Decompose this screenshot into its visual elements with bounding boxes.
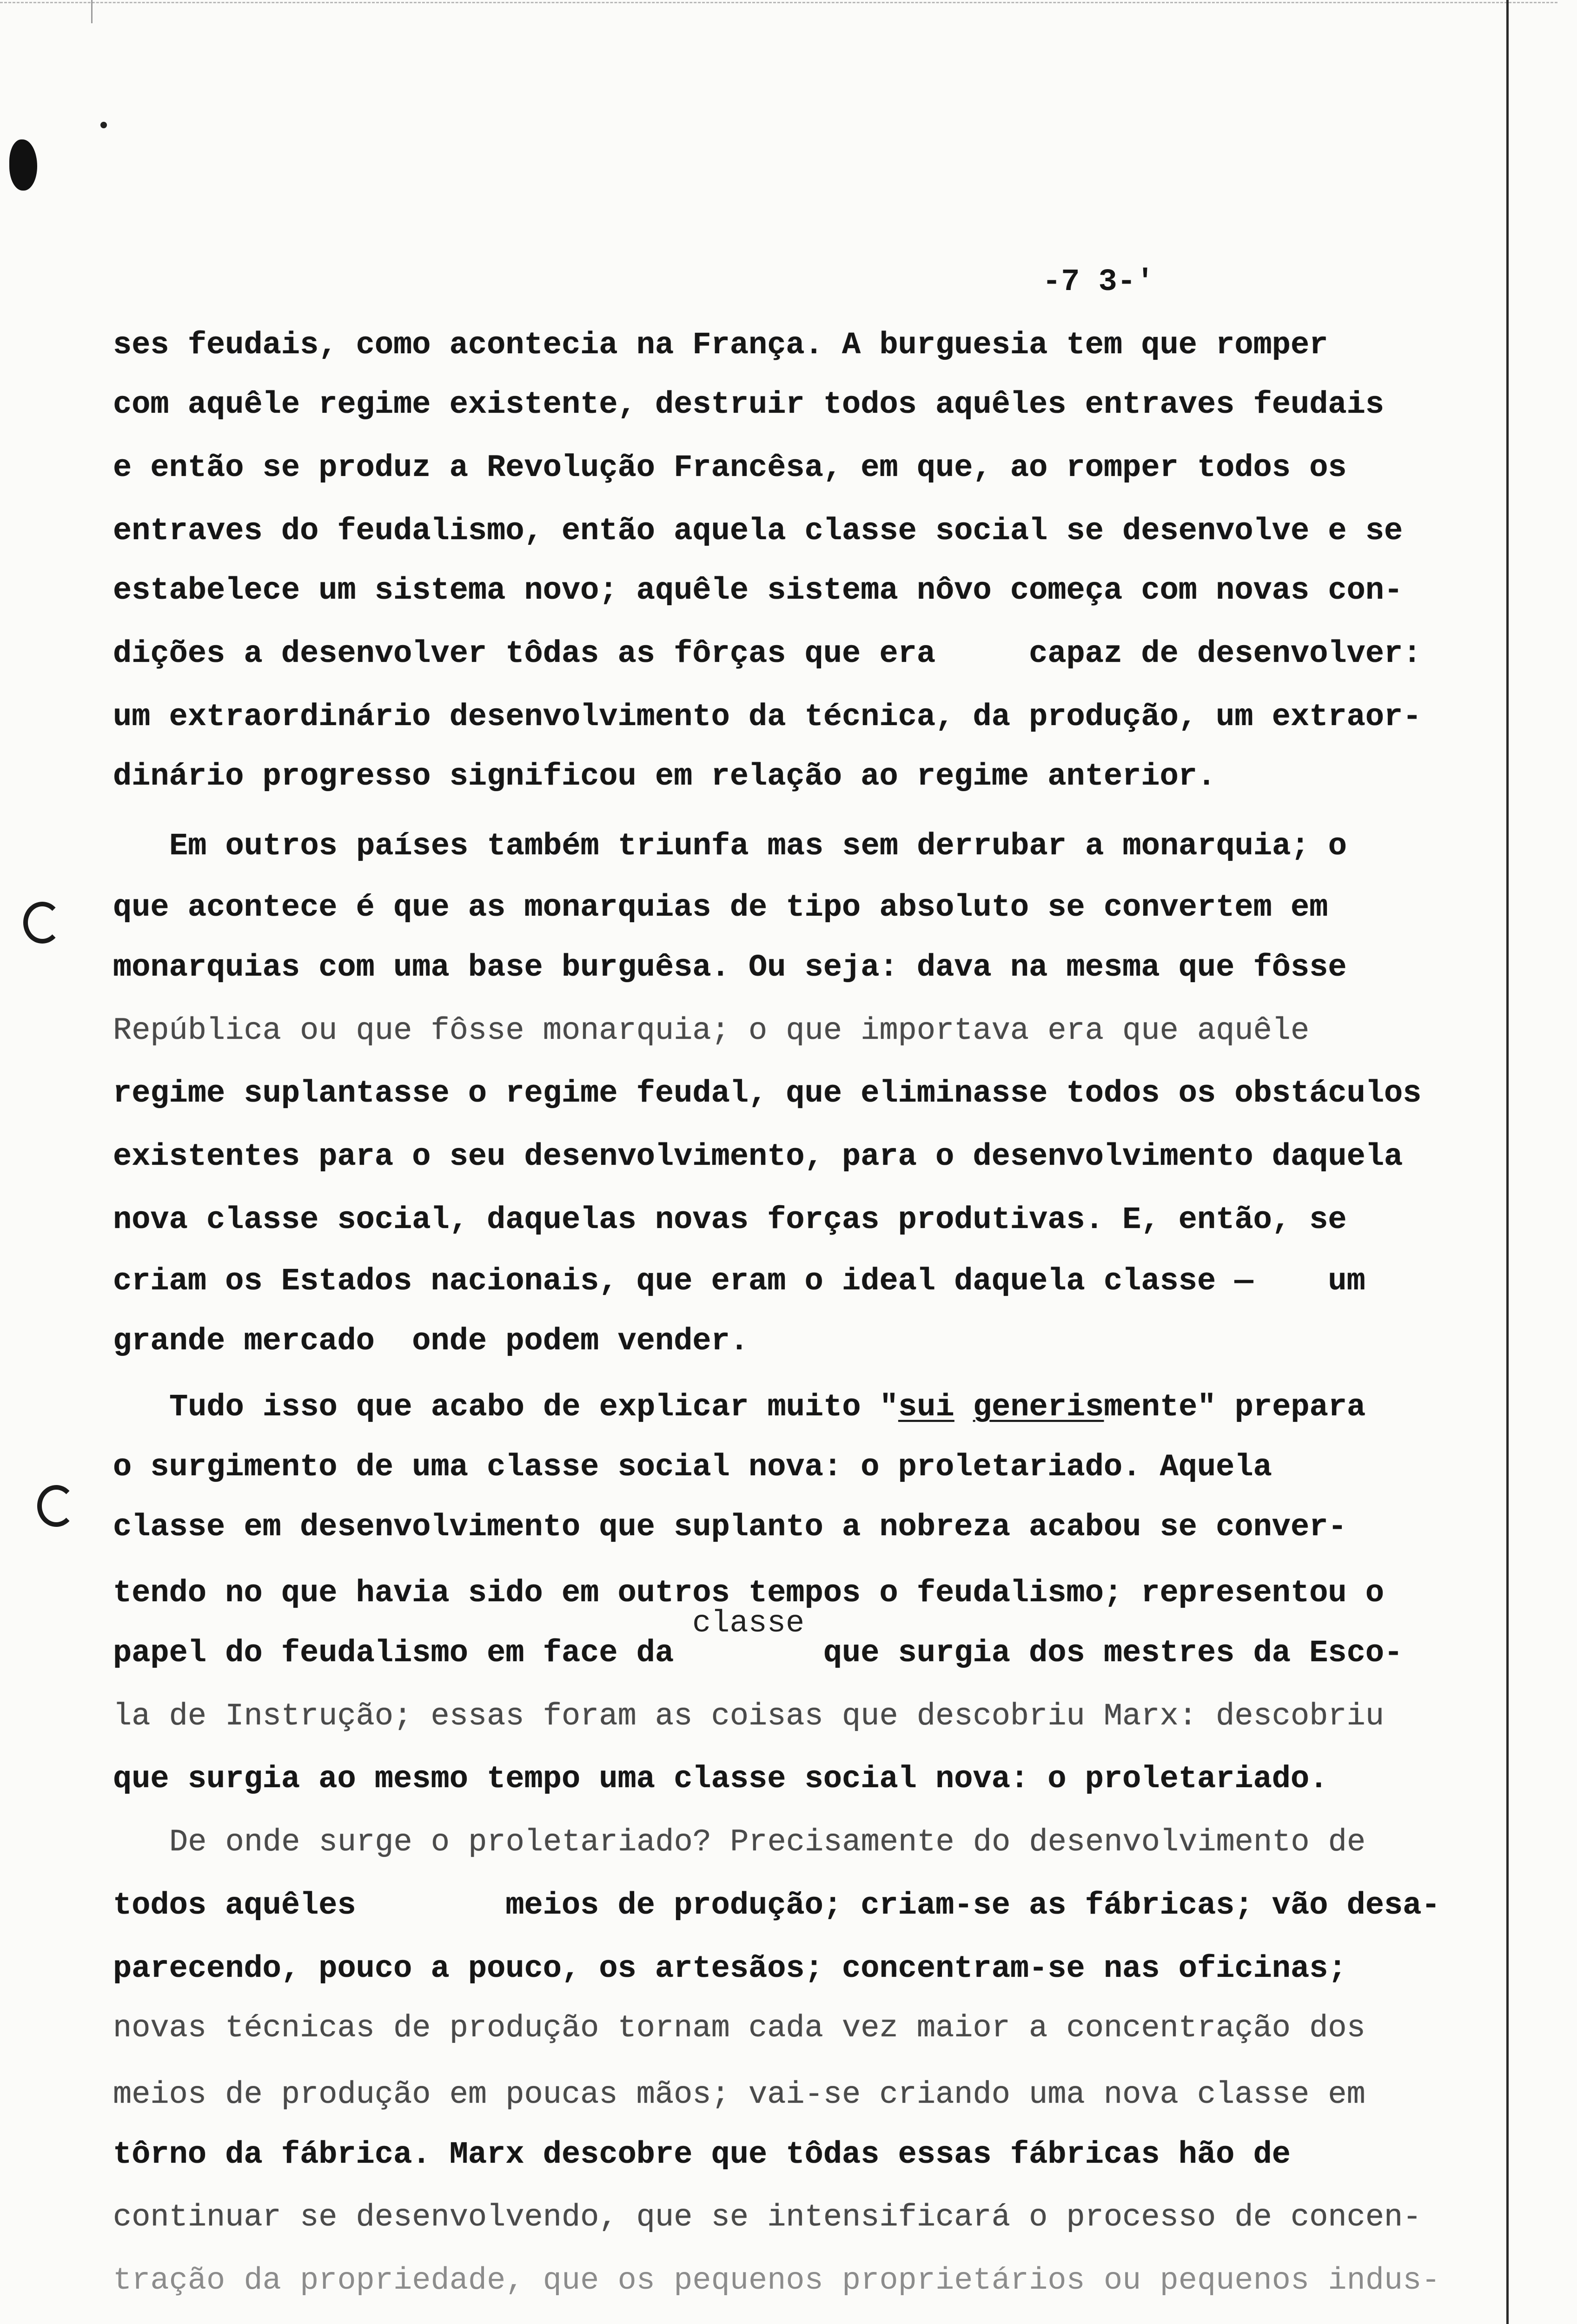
- text-segment: Tudo isso que acabo de explicar muito ": [169, 1390, 899, 1425]
- punch-hole-mark: [9, 139, 37, 191]
- underlined-term: sui: [898, 1390, 954, 1425]
- text-line: estabelece um sistema novo; aquêle sistema nôvo começa com novas con-: [113, 573, 1403, 608]
- text-line: e então se produz a Revolução Francêsa, em que, ao romper todos os: [113, 450, 1347, 486]
- text-line: tração da propriedade, que os pequenos proprietários ou pequenos indus-: [113, 2263, 1440, 2298]
- text-line: nova classe social, daquelas novas forças produtivas. E, então, se: [113, 1202, 1347, 1238]
- underlined-term: generis: [973, 1390, 1104, 1425]
- binding-hole-mark: [37, 1485, 75, 1527]
- text-line: dinário progresso significou em relação ao regime anterior.: [113, 759, 1216, 794]
- text-line: o surgimento de uma classe social nova: o proletariado. Aquela: [113, 1450, 1272, 1485]
- text-line: criam os Estados nacionais, que eram o ideal daquela classe — um: [113, 1264, 1365, 1299]
- text-line: tôrno da fábrica. Marx descobre que tôdas essas fábricas hão de: [113, 2137, 1291, 2172]
- binding-hole-mark: [23, 902, 61, 944]
- text-line: que surgia ao mesmo tempo uma classe social nova: o proletariado.: [113, 1762, 1328, 1797]
- top-edge-dashed-line: [0, 2, 1557, 3]
- text-line: que acontece é que as monarquias de tipo absoluto se convertem em: [113, 890, 1328, 925]
- page-number: -7 3-': [1042, 264, 1155, 300]
- interlinear-insertion: classe: [692, 1606, 805, 1641]
- text-line: papel do feudalismo em face da que surgia dos mestres da Esco-: [113, 1636, 1403, 1671]
- text-line: entraves do feudalismo, então aquela classe social se desenvolve e se: [113, 514, 1403, 549]
- right-margin-rule: [1506, 0, 1509, 2324]
- text-line: grande mercado onde podem vender.: [113, 1324, 749, 1359]
- text-segment: mente" prepara: [1104, 1390, 1366, 1425]
- text-line: regime suplantasse o regime feudal, que eliminasse todos os obstáculos: [113, 1076, 1422, 1111]
- text-line: De onde surge o proletariado? Precisamente do desenvolvimento de: [169, 1825, 1366, 1860]
- text-line: [169, 1389, 1365, 1426]
- text-line: la de Instrução; essas foram as coisas que descobriu Marx: descobriu: [113, 1699, 1385, 1734]
- text-line: existentes para o seu desenvolvimento, para o desenvolvimento daquela: [113, 1139, 1403, 1175]
- text-line: dições a desenvolver tôdas as fôrças que era capaz de desenvolver:: [113, 636, 1422, 672]
- text-line: parecendo, pouco a pouco, os artesãos; concentram-se nas oficinas;: [113, 1951, 1347, 1987]
- text-line: monarquias com uma base burguêsa. Ou seja: dava na mesma que fôsse: [113, 950, 1347, 985]
- ink-dot: [100, 122, 107, 128]
- text-line: com aquêle regime existente, destruir todos aquêles entraves feudais: [113, 387, 1385, 423]
- text-line: todos aquêles meios de produção; criam-se as fábricas; vão desa-: [113, 1888, 1440, 1923]
- text-line: meios de produção em poucas mãos; vai-se criando uma nova classe em: [113, 2077, 1365, 2113]
- text-segment: [954, 1390, 973, 1425]
- text-line: ses feudais, como acontecia na França. A burguesia tem que romper: [113, 328, 1328, 363]
- text-line: Em outros países também triunfa mas sem derrubar a monarquia; o: [169, 829, 1347, 864]
- text-line: continuar se desenvolvendo, que se intensificará o processo de concen-: [113, 2200, 1422, 2235]
- top-edge-tick: [91, 0, 93, 23]
- text-line: República ou que fôsse monarquia; o que importava era que aquêle: [113, 1013, 1310, 1049]
- text-line: classe em desenvolvimento que suplanto a nobreza acabou se conver-: [113, 1510, 1347, 1545]
- text-line: um extraordinário desenvolvimento da técnica, da produção, um extraor-: [113, 700, 1422, 735]
- text-line: tendo no que havia sido em outros tempos o feudalismo; representou o: [113, 1576, 1385, 1611]
- text-line: novas técnicas de produção tornam cada vez maior a concentração dos: [113, 2011, 1365, 2046]
